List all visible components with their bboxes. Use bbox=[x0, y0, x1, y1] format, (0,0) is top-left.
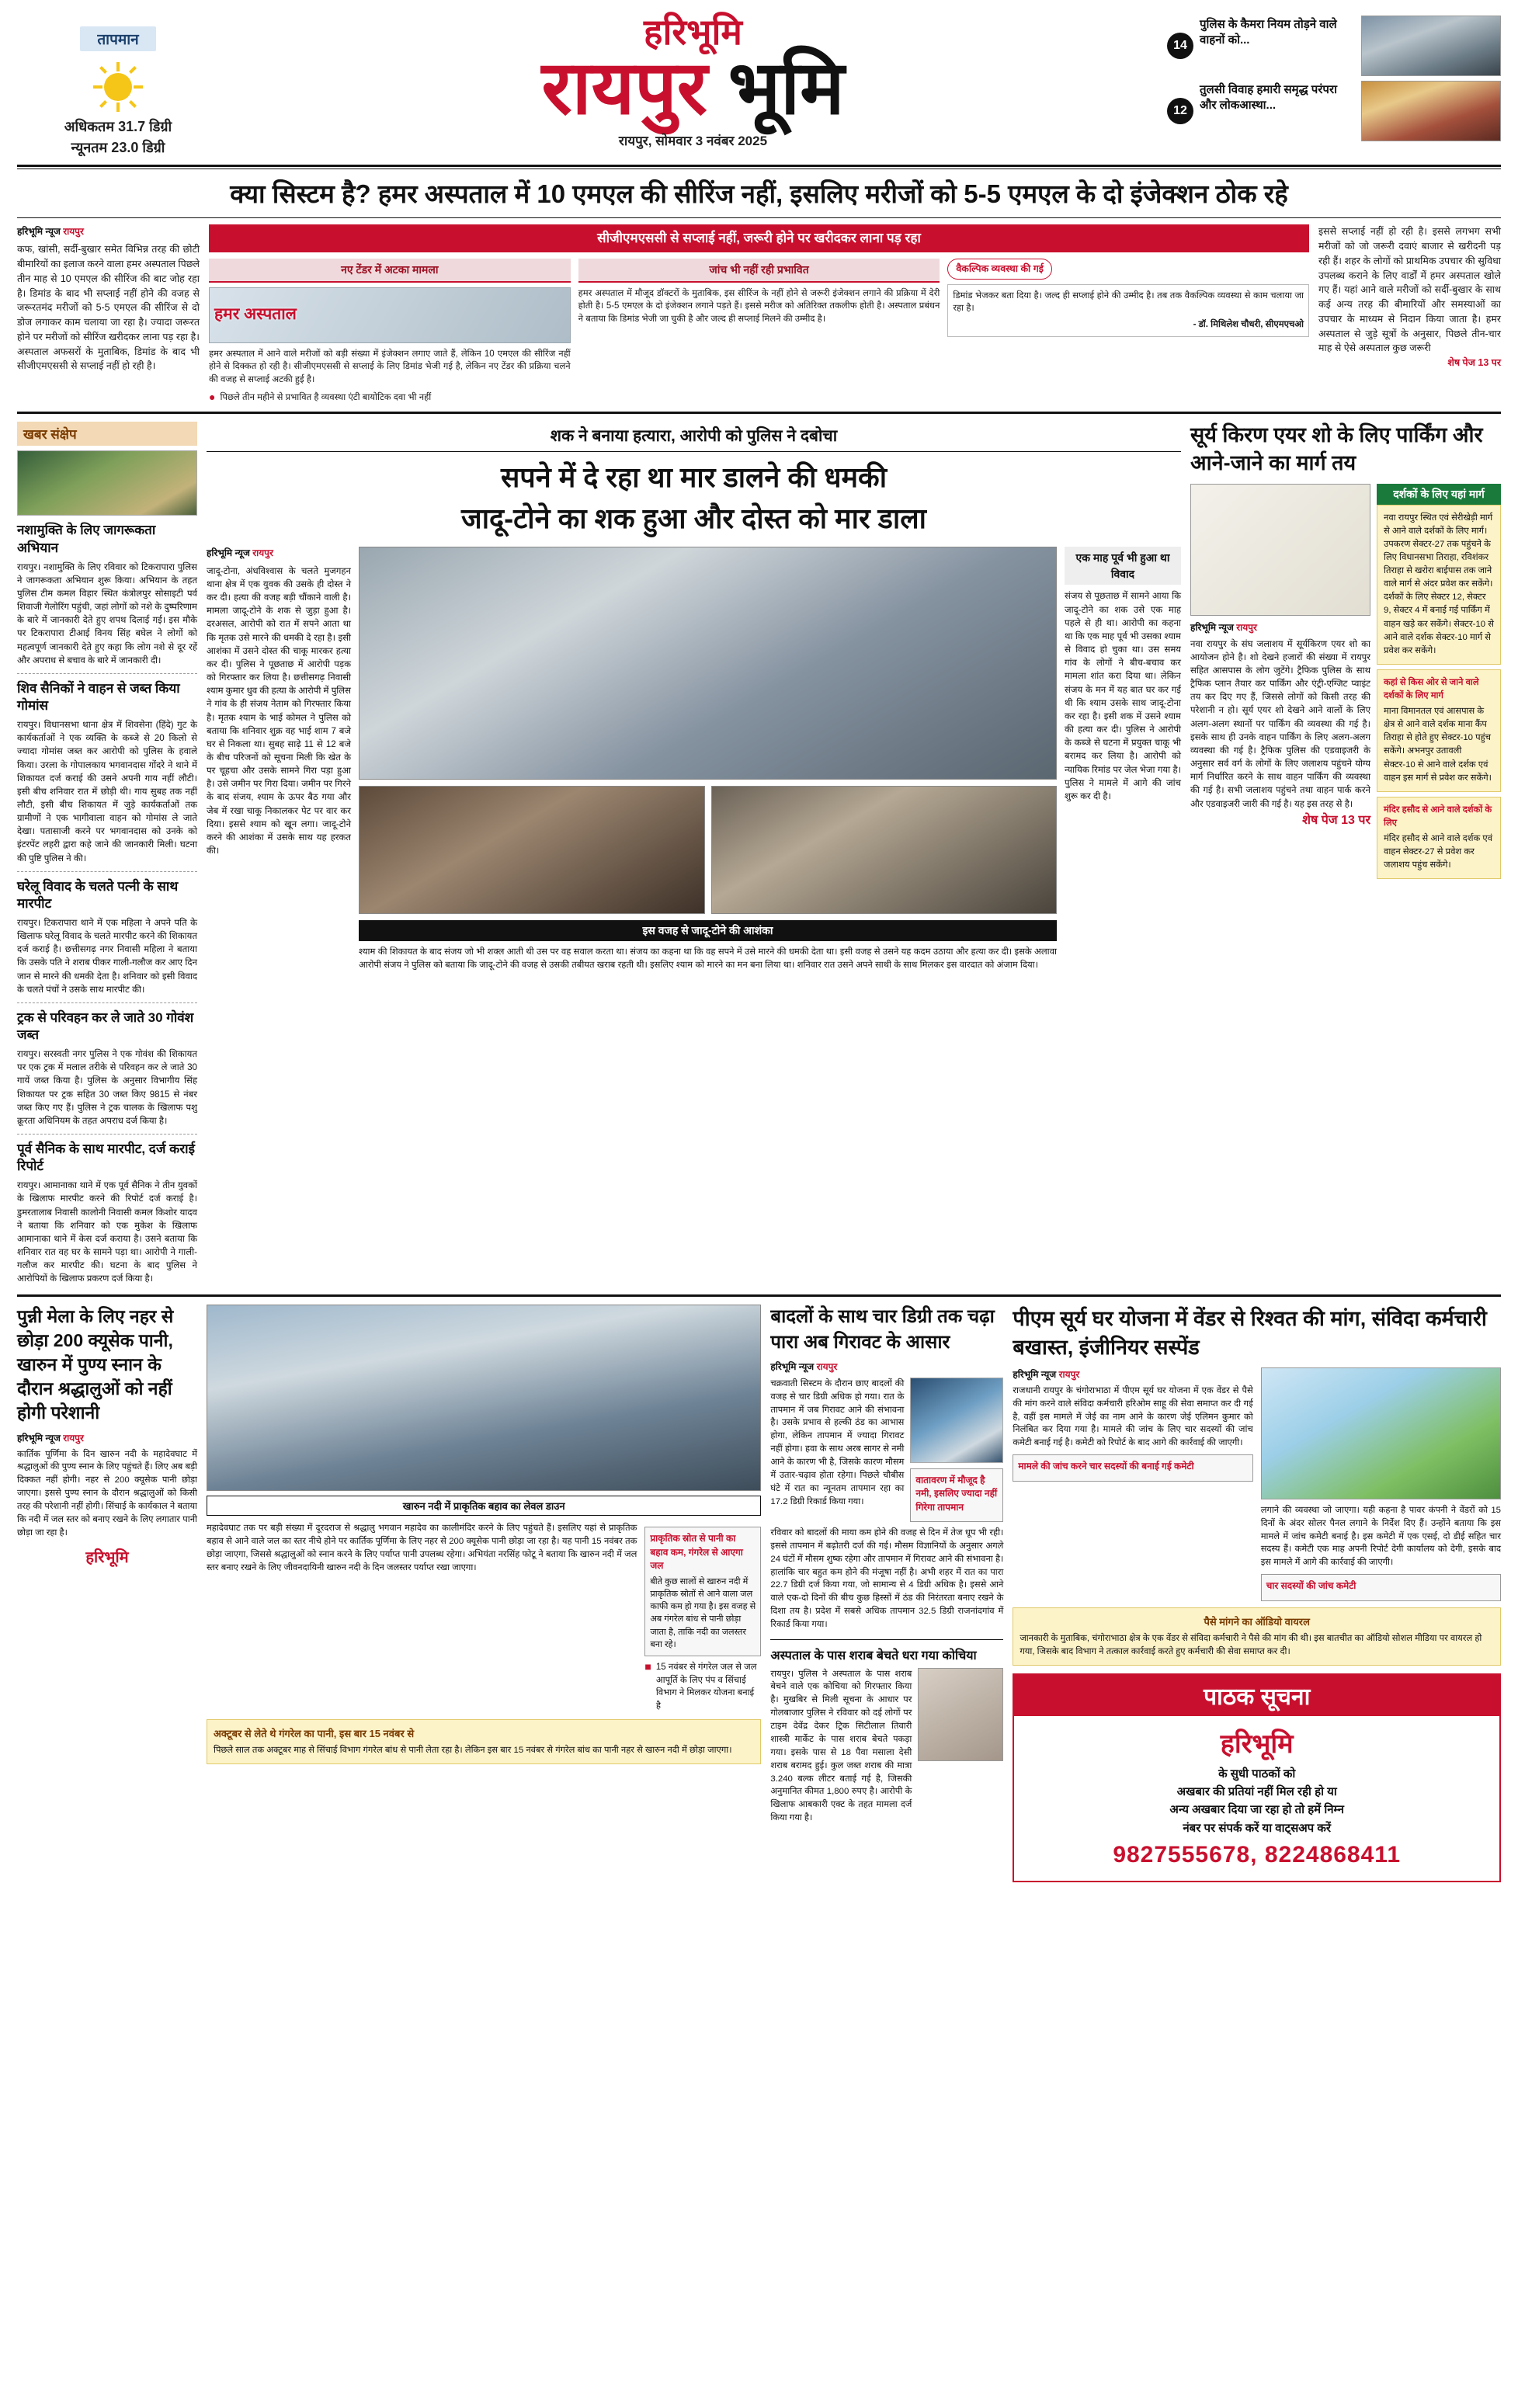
mini-bullet bbox=[209, 391, 571, 405]
route-box-3 bbox=[1377, 797, 1501, 880]
ad-title: पाठक सूचना bbox=[1014, 1675, 1499, 1716]
mini-story-2 bbox=[578, 259, 940, 405]
route-box-body: नवा रायपुर स्थित एवं सेरीखेड़ी मार्ग से आने वाले दर्शकों के लिए मार्ग। उपकरण सेक्टर-27 तक पहुंचने के लिए विधानसभा तिराहा, रविशंकर तिराहा से खरोरा बाईपास तक जाने वाले मार्ग से अंदर प्रवेश कर सकेंगे। दर्शकों के लिए सेक्टर 12, सेक्टर 9, सेक्टर 4 में बनाई गई पार्किंग में वाहन खड़े कर सकेंगे। सेक्टर-10 से आने वाले दर्शक सेक्टर-10 मार्ग से प्रवेश कर सकेंगे। bbox=[1377, 505, 1501, 665]
brief-item bbox=[17, 878, 197, 996]
promo-text: तुलसी विवाह हमारी समृद्ध परंपरा और लोकआस्था... bbox=[1200, 83, 1337, 113]
masthead bbox=[17, 11, 1501, 158]
brief-item bbox=[17, 1141, 197, 1285]
dateline: रायपुर, सोमवार 3 नवंबर 2025 bbox=[618, 133, 768, 148]
byline-name: हरिभूमि न्यूज bbox=[1013, 1368, 1057, 1380]
weather-callout-title: वातावरण में मौजूद है नमी, इसलिए ज्यादा नहीं गिरेगा तापमान bbox=[915, 1474, 998, 1513]
audio-viral-body: जानकारी के मुताबिक, चंगोराभाठा क्षेत्र के एक वेंडर से संविदा कर्मचारी ने पैसे की मांग की थी। इस बातचीत का ऑडियो सोशल मीडिया पर वायरल हो गया, जिसके बाद विभाग ने तत्काल कार्रवाई करते हुए कर्मचारी की सेवा समाप्त कर दी। bbox=[1020, 1634, 1482, 1657]
ad-body bbox=[1014, 1716, 1499, 1881]
solar-sub-2 bbox=[1261, 1574, 1501, 1600]
brief-section-title: खबर संक्षेप bbox=[17, 422, 197, 446]
airshow-map bbox=[1190, 484, 1370, 616]
byline-location: रायपुर bbox=[63, 226, 84, 238]
masthead-divider bbox=[17, 165, 1501, 167]
hospital-photo bbox=[209, 287, 571, 343]
airshow-headline: सूर्य किरण एयर शो के लिए पार्किंग और आने-जाने का मार्ग तय bbox=[1190, 423, 1483, 475]
canal-story bbox=[207, 1305, 761, 1882]
bullet-dot-icon: ■ bbox=[644, 1660, 651, 1673]
accused-photo bbox=[359, 786, 705, 914]
brief-photo bbox=[17, 450, 197, 516]
ad-phone-number[interactable]: 9827555678, 8224868411 bbox=[1113, 1841, 1402, 1868]
photo-pair bbox=[359, 786, 1057, 914]
airshow-body: नवा रायपुर के संघ जलाशय में सूर्यकिरण एयर शो का आयोजन होने है। शो देखने हजारों की संख्या में रायपुर सहित आसपास के लोग जुटेंगे। ट्रैफिक पुलिस के साथ ट्रैफिक प्लान तैयार कर पार्किंग और एंट्री-एग्जिट प्वाइंट तय कर दिए गए हैं, जिससे लोगों को किसी तरह की परेशानी न हो। सूर्य एयर शो देखने आने वालों के लिए अलग-अलग स्थानों पर पार्किंग की व्यवस्था की गई है। इसके साथ ही उनके वाहन पार्किंग के लिए अलग-अलग व्यवस्था की गई है। ट्रैफिक पुलिस की एडवाइजरी के अनुसार सर्व वर्ग के लोगों के लिए जलाशय पहुंचने योग्य मार्ग निर्धारित करने के साथ वाहन पार्किंग की व्यवस्था की गई है। सभी जलाशय पहुंचने तथा वाहन पार्क करने और एडवाइजरी जारी की गई है। यह इस तरह से है। bbox=[1190, 638, 1370, 809]
brief-headline: ट्रक से परिवहन कर ले जाते 30 गोवंश जब्त bbox=[17, 1009, 194, 1042]
lead-middle-column bbox=[209, 224, 1309, 404]
title-block bbox=[227, 11, 1159, 149]
center-story-body bbox=[207, 547, 1181, 971]
right-rail bbox=[1190, 422, 1501, 1285]
brief-body: रायपुर। नशामुक्ति के लिए रविवार को टिकरापारा पुलिस ने जागरूकता अभियान शुरू किया। अभियान के तहत पुलिस टीम कमल विहार स्थित कंत्रोलपुर सोसाइटी पर्व शिवाजी गेलोरिंग पहुंची, जहां लोगों को नशे के दुष्परिणाम के बारे में जानकारी देते हुए शपथ दिलाई गई। इस मौके पर टिकरापारा टीआई विनय सिंह बघेल ने लोगों को महत्वपूर्ण जानकारी देते हुए कहा कि लोग नशे से दूर रहें और अपराध से बचाव के बारे में जानकारी दी। bbox=[17, 561, 197, 665]
route-box-3-title: मंदिर हसौद से आने वाले दर्शकों के लिए bbox=[1384, 804, 1492, 828]
brief-item bbox=[17, 680, 197, 865]
byline-name: हरिभूमि न्यूज bbox=[770, 1360, 815, 1372]
promo-item[interactable] bbox=[1167, 81, 1501, 141]
promo-text: पुलिस के कैमरा नियम तोड़ने वाले वाहनों को... bbox=[1200, 18, 1337, 47]
brief-item bbox=[17, 522, 197, 666]
lead-right-body: इससे सप्लाई नहीं हो रही है। इससे लगभग सभी मरीजों को जो जरूरी दवाएं बाजार से खरीदनी पड़ रही हैं। शहर के लोगों को प्राथमिक उपचार की सुविधा उपलब्ध कराने के लिए वार्डों में हमर अस्पताल खोले गए हैं। यहां आने वाले मरीजों को सर्दी-बुखार के साथ कई अन्य तरह की बीमारियों और समस्याओं का उपचार के माध्यम से निदान किया जाता है। हमर अस्पताल से जुड़े सूत्रों के अनुसार, पिछले तीन-चार माह से ऐसे अस्पताल कुछ जरूरी bbox=[1318, 226, 1501, 354]
route-box-2-body: माना विमानतल एवं आसपास के क्षेत्र से आने वाले दर्शक माना कैंप तिराहा से होते हुए सेक्टर-10 पहुंच सकेंगे। अभनपुर उतावली सेक्टर-10 से आने वाले दर्शक एवं वाहन इस मार्ग से प्रवेश कर सकेंगे। bbox=[1384, 707, 1492, 783]
mini-headline: जांच भी नहीं रही प्रभावित bbox=[578, 259, 940, 283]
weather-story bbox=[770, 1305, 1003, 1882]
brief-body: रायपुर। विधानसभा थाना क्षेत्र में शिवसेना (हिंदे) गुट के कार्यकर्ताओं ने एक व्यक्ति के कब्जे से 20 किलो से ज्यादा गोमांस जब्त कर आरोपी को पुलिस के हवाले किया। उरला के गोपालकाय भगवानदास गोंदरे ने थाने में शिकायत दर्ज कराई की उसने अपनी गाय नहीं लौटी। इसी बीच शनिवार रात में छोड़ी थी। गाय सुबह तक नहीं लौटी, इसी बीच शिकायत में जुड़े कार्यकर्ताओं तक ग्रामीणों ने एक भागीवाला वाहन को गोमांस ले जाते देखा। पतासाजी करने पर भगवानदास को उनके को इंटरपेंट लहरी द्वारा कहे जाने की जानकारी मिली। घटना की पुष्टि पुलिस ने की। bbox=[17, 720, 197, 863]
solar-body-1: राजधानी रायपुर के चंगोराभाठा में पीएम सूर्य घर योजना में एक वेंडर से पैसे की मांग करने वाले संविदा कर्मचारी हरिओम साहू की सेवा समाप्त कर दी गई है, वहीं इस मामले में जेई का नाम आने के कारण जेई एलिमन कुमार को निलंबित कर दिया गया है। मामले की जांच के लिए चार सदस्यों की जांच कमेटी बनाई गई है। कमेटी को रिपोर्ट के बाद आगे की कार्रवाई की जाएगी। bbox=[1013, 1385, 1253, 1448]
quote-body: डिमांड भेजकर बता दिया है। जल्द ही सप्लाई होने की उम्मीद है। तब तक वैकल्पिक व्यवस्था से काम चलाया जा रहा है। bbox=[953, 290, 1304, 314]
reader-notice-ad[interactable] bbox=[1013, 1673, 1501, 1882]
canal-footer-body: पिछले साल तक अक्टूबर माह से सिंचाई विभाग गंगरेल बांध से पानी लेता रहा है। लेकिन इस बार 15 नवंबर से गंगरेल बांध का पानी नहर से खारुन नदी में छोड़ा जाएगा। bbox=[214, 1746, 732, 1756]
solar-headline: पीएम सूर्य घर योजना में वेंडर से रिश्वत की मांग, संविदा कर्मचारी बखास्त, इंजीनियर सस्पेंड bbox=[1013, 1307, 1487, 1359]
route-box-2 bbox=[1377, 669, 1501, 792]
solar-sub-1-title: मामले की जांच करने चार सदस्यों की बनाई गई कमेटी bbox=[1018, 1461, 1194, 1472]
brand-name-main bbox=[227, 47, 1159, 130]
byline-location: रायपुर bbox=[1236, 621, 1257, 633]
solar-panel-photo bbox=[1261, 1367, 1501, 1499]
weather-body-2: रविवार को बादलों की माया कम होने की वजह से दिन में तेज धूप भी रही। इससे तापमान में बढ़ोतरी दर्ज की गई। मौसम विज्ञानियों के अनुसार अगले 24 घंटों में मौसम शुष्क रहेगा और तापमान में गिरावट आने की संभावना है। हालांकि चार बहुत कम होने की मंजूषा नहीं है। अभी शहर में रात का पारा 22.7 डिग्री दर्ज किया गया, जो सामान्य से 4 डिग्री अधिक है। इससे आने वाले एक-दो दिनों की बीच कुछ हिस्सों में ठंड की निरंतरता बनाए रखने के दिशा तय है। प्रदेश में सबसे अधिक तापमान 32.5 डिग्री राजनांदगांव में रिकार्ड किया गया। bbox=[770, 1527, 1004, 1630]
ad-line-2: अखबार की प्रतियां नहीं मिल रही हो या bbox=[1176, 1785, 1337, 1799]
divider bbox=[770, 1639, 1003, 1640]
canal-body-1: कार्तिक पूर्णिमा के दिन खारुन नदी के महादेवघाट में श्रद्धालुओं की पुण्य स्नान के लिए पहुंचते हैं। लिए अब बड़ी दिक्कत नहीं होगी। नहर से 200 क्यूसेक पानी छोड़ा जाएगा। इससे पुण्य स्नान के दौरान श्रद्धालुओं को किसी तरह की परेशानी नहीं होगी। सिंचाई के कार्यकाल ने बताया कि नदी में जल स्तर को बनाए रखने के लिए लगातार पानी छोड़ा जा रहा है। bbox=[17, 1449, 197, 1538]
canal-bullet bbox=[644, 1661, 761, 1713]
liquor-headline: अस्पताल के पास शराब बेचते धरा गया कोचिया bbox=[770, 1649, 977, 1663]
brand-word-2: भूमि bbox=[728, 47, 845, 130]
lead-story bbox=[17, 217, 1501, 414]
byline-name: हरिभूमि न्यूज bbox=[17, 1432, 61, 1444]
brief-body: रायपुर। आमानाका थाने में एक पूर्व सैनिक ने तीन युवकों के खिलाफ मारपीट करने की रिपोर्ट दर्ज कराई है। डुमरतालाब निवासी कालोनी निवासी कमल किशोर यादव ने बताया कि शनिवार को एक मुकेश के खिलाफ आमानाका थाने में केस दर्ज कराया है। उसने बताया कि शनिवार रात वह घर के सामने पड़ा था। आरोपी ने गाली-गलौज कर मारपीट की। घटना के बाद पुलिस ने आरोपियों के खिलाफ प्रकरण दर्ज किया है। bbox=[17, 1180, 197, 1284]
temperature-widget bbox=[17, 11, 219, 158]
route-box-2-title: कहां से किस ओर से जाने वाले दर्शकों के लिए मार्ग bbox=[1384, 677, 1479, 700]
center-column-side bbox=[1065, 547, 1181, 971]
byline bbox=[207, 547, 351, 561]
main-content-grid bbox=[17, 422, 1501, 1285]
promo-image bbox=[1361, 81, 1501, 141]
byline bbox=[1013, 1367, 1252, 1381]
promo-column bbox=[1167, 11, 1501, 141]
side-note-body: संजय से पूछताछ में सामने आया कि जादू-टोने का शक उसे एक माह पहले से ही था। आरोपी का कहना था कि एक माह पूर्व भी उसका श्याम से विवाद हो चुका था। उस समय गांव के लोगों ने बीच-बचाव कर मामला शांत करा दिया था। लेकिन संजय के मन में यह बात घर कर गई थी कि श्याम उसके साथ जादू-टोना कर रहा है। इसी शक में उसने श्याम की हत्या कर दी। पुलिस ने आरोपी के कब्जे से घटना में प्रयुक्त चाकू भी बरामद कर लिया है। आरोपी को न्यायिक रिमांड पर जेल भेजा गया है। पुलिस ने मामले में आगे की जांच शुरू कर दी है। bbox=[1065, 591, 1181, 801]
route-box-3-body: मंदिर हसौद से आने वाले दर्शक एवं वाहन सेक्टर-27 से प्रवेश कर जलाशय पहुंच सकेंगे। bbox=[1384, 833, 1493, 870]
temperature-max: अधिकतम 31.7 डिग्री bbox=[64, 119, 172, 134]
quote-headline: वैकल्पिक व्यवस्था की गई bbox=[947, 259, 1052, 280]
river-photo bbox=[207, 1305, 761, 1491]
ad-line-3: अन्य अखबार दिया जा रहा हो तो हमें निम्न bbox=[1169, 1803, 1344, 1817]
river-photo-caption: खारुन नदी में प्राकृतिक बहाव का लेवल डाउन bbox=[207, 1496, 761, 1516]
solar-story bbox=[1013, 1305, 1501, 1882]
byline-location: रायपुर bbox=[1058, 1368, 1080, 1380]
lead-left-column bbox=[17, 224, 200, 404]
handcuff-photo bbox=[918, 1668, 1003, 1761]
canal-headline-left: पुन्नी मेला के लिए नहर से छोड़ा 200 क्यूसेक पानी, खारुन में पुण्य स्नान के दौरान श्रद्धालुओं को नहीं होगी परेशानी bbox=[17, 1306, 174, 1423]
lead-left-body: कफ, खांसी, सर्दी-बुखार समेत विभिन्न तरह की छोटी बीमारियों का इलाज करने वाला हमर अस्पताल पिछले तीन माह से 10 एमएल की सीरिंज की बाट जोह रहा है। डिमांड के बाद भी सप्लाई नहीं होने की वजह से जरूरतमंद मरीजों को 5-5 एमएल की सीरिंज से दो डोज लगाकर काम चलाया जा रहा है। ज्यादा जरूरत होने पर मरीजों को सीरिंज खरीदकर लाना पड़ रहा है। अस्पताल अफसरों के मुताबिक, डिमांड के बाद भी सीजीएमएससी से सप्लाई नहीं हो रही है। bbox=[17, 244, 200, 372]
center-story bbox=[207, 422, 1181, 1285]
byline-location: रायपुर bbox=[816, 1360, 838, 1372]
byline-name: हरिभूमि न्यूज bbox=[17, 226, 61, 238]
cloud-photo bbox=[910, 1378, 1003, 1463]
continued-link[interactable]: शेष पेज 13 पर bbox=[1447, 357, 1501, 368]
quote-attribution: - डॉ. मिथिलेश चौधरी, सीएमएचओ bbox=[1193, 319, 1304, 329]
lead-mini-grid bbox=[209, 259, 1309, 405]
lead-headline: क्या सिस्टम है? हमर अस्पताल में 10 एमएल की सीरिंज नहीं, इसलिए मरीजों को 5-5 एमएल के दो इंजेक्शन ठोक रहे bbox=[230, 179, 1288, 208]
audio-viral-title: पैसे मांगने का ऑडियो वायरल bbox=[1204, 1615, 1310, 1628]
brief-headline: शिव सैनिकों ने वाहन से जब्त किया गोमांस bbox=[17, 680, 180, 713]
brand-name-small: हरिभूमि bbox=[644, 12, 742, 52]
byline-location: रायपुर bbox=[252, 547, 273, 559]
brief-item bbox=[17, 1009, 197, 1128]
lower-left-rail bbox=[17, 1305, 197, 1882]
bullet-dot-icon: ● bbox=[209, 390, 216, 403]
side-note-headline: एक माह पूर्व भी हुआ था विवाद bbox=[1065, 547, 1181, 585]
canal-callout-title: प्राकृतिक स्रोत से पानी का बहाव कम, गंगरेल से आएगा जल bbox=[650, 1533, 743, 1572]
left-rail bbox=[17, 422, 197, 1285]
canal-body-2: महादेवघाट तक पर बड़ी संख्या में दूरदराज से श्रद्धालु भगवान महादेव का कालीमंदिर करने के लिए पहुंचते हैं। इसलिए यहां से प्राकृतिक बहाव से आने वाले जल का स्तर नीचे होने पर कार्तिक पूर्णिमा के लिए नहर से 200 क्यूसेक पानी छोड़ा जा रहा है। यह पानी 15 नवंबर तक छोड़ा जाएगा, जिससे श्रद्धालुओं को स्नान करने के लिए पर्याप्त पानी उपलब्ध रहेगा। अभियंता नरसिंह फोटू ने बताया कि खारुन नदी में जल स्तर बनाए रखने के लिए जीवनदायिनी खारुन नदी के दिन जलस्तर पर्याप्त रखा जाएगा। bbox=[207, 1524, 637, 1573]
center-body-1: जादू-टोना, अंधविश्वास के चलते मुजगहन थाना क्षेत्र में एक युवक की उसके ही दोस्त ने कर दी। हत्या की वजह बड़ी चौंकाने वाली है। मामला जादू-टोने के शक से जुड़ा हुआ है। दरअसल, आरोपी को रात में सपने आता था कि मृतक उसे मारने की धमकी दे रहा है। इसी आशंका में उसने दोस्त की चाकू मारकर हत्या कर दी। पुलिस ने पूछताछ में आरोपी पड़क को गिरफ्तार कर लिया है। छत्तीसगढ़ निवासी श्याम कुमार धुव की हत्या के आरोपी में पुलिस ने गांव के ही संजय नेताम को गिरफ्तार किया है। मृतक श्याम के भाई कोमल ने पुलिस को बताया कि शनिवार शुक्र वह भाई शाम 7 बजे घर से निकला था। सुबह साढ़े 11 से 12 बजे के बीच परिजनों को सूचना मिली कि खेत के पर चूहचा और उसके सामने गिरा पड़ा हुआ है। उसे जमीन पर गिरा दिया। जमीन पर गिरने के बाद संजय, श्याम के ऊपर बैठ गया और जेब में रखा चाकू निकालकर पेट पर वार कर दिया। इससे श्याम को खून लगा। जादू-टोने करने की आशंका में उसके साथ यह हरकत की। bbox=[207, 565, 351, 857]
audio-viral-box bbox=[1013, 1607, 1501, 1666]
haribhoomi-watermark: हरिभूमि bbox=[85, 1548, 129, 1566]
weather-headline: बादलों के साथ चार डिग्री तक चढ़ा पारा अब गिरावट के आसार bbox=[770, 1306, 995, 1353]
brief-body: रायपुर। टिकरापारा थाने में एक महिला ने अपने पति के खिलाफ घरेलू विवाद के चलते मारपीट करने की शिकायत दर्ज कराई है। छत्तीसगढ़ नगर निवासी महिला ने बताया कि उसके पति ने शराब पीकर गाली-गलौज कर आए दिन जान से मारने की धमकी देता है। शनिवार को इसी विवाद के चलते पंचों ने उसके साथ मारपीट की। bbox=[17, 917, 197, 995]
divider bbox=[17, 871, 197, 872]
center-headline-1: सपने में दे रहा था मार डालने की धमकी bbox=[500, 461, 888, 494]
mini-bullet-text: पिछले तीन महीने से प्रभावित है व्यवस्था एंटी बायोटिक दवा भी नहीं bbox=[220, 392, 432, 402]
canal-footer-title: अक्टूबर से लेते थे गंगरेल का पानी, इस बार 15 नवंबर से bbox=[214, 1727, 415, 1739]
liquor-body: रायपुर। पुलिस ने अस्पताल के पास शराब बेचने वाले एक कोचिया को गिरफ्तार किया है। मुखबिर से मिली सूचना के आधार पर गोलबाजार पुलिस ने रविवार को दई लोगों पर टाइम देवेंद्र देकर ट्रिक सिटीलाल तिवारी शास्त्री मार्केट के पास शराब बेचते पकड़ा गया। इसके पास से 18 पैवा मसाला देसी शराब बरामद हुई। कुल जब्त शराब की मात्रा 3.240 बल्क लीटर बताई गई है, जिसकी अनुमानित कीमत 1,800 रुपए है। आरोपी के खिलाफ आबकारी एक्ट के तहत मामला दर्ज किया गया है। bbox=[770, 1669, 912, 1823]
byline-name: हरिभूमि न्यूज bbox=[207, 547, 250, 559]
continued-link[interactable]: शेष पेज 13 पर bbox=[1302, 813, 1370, 827]
page-badge: 12 bbox=[1167, 98, 1193, 124]
ad-brand: हरिभूमि bbox=[1220, 1729, 1294, 1760]
victim-photo bbox=[711, 786, 1058, 914]
lead-subhead-strip: सीजीएमएससी से सप्लाई नहीं, जरूरी होने पर खरीदकर लाना पड़ रहा bbox=[209, 224, 1309, 252]
divider bbox=[17, 673, 197, 674]
divider bbox=[17, 1002, 197, 1003]
route-box-title: दर्शकों के लिए यहां मार्ग bbox=[1377, 484, 1501, 505]
solar-body-2: लगाने की व्यवस्था जो जाएगा। यही कहना है पावर कंपनी ने वेंडरों को 15 दिनों के अंदर सोलर पैनल लगाने के निर्देश दिए हैं। उन्होंने बताया कि इस मामले में जांच कमेटी बनाई है। इस कमेटी में एक एसई, दो डीई सहित चार सदस्य हैं। कमेटी एक माह अपनी रिपोर्ट देगी कार्यालय को देगी, इसके बाद इस मामले में आगे की कार्रवाई की जाएगी। bbox=[1260, 1505, 1502, 1568]
center-kicker: शक ने बनाया हत्यारा, आरोपी को पुलिस ने दबोचा bbox=[207, 422, 1181, 452]
canal-callout bbox=[644, 1527, 761, 1656]
canal-footer-box bbox=[207, 1719, 761, 1765]
byline bbox=[1190, 620, 1370, 634]
promo-image bbox=[1361, 16, 1501, 76]
photo-caption-strip: इस वजह से जादू-टोने की आशंका bbox=[359, 920, 1057, 941]
mini-story-1 bbox=[209, 259, 571, 405]
sun-icon bbox=[93, 62, 143, 112]
divider bbox=[17, 1134, 197, 1135]
weather-body-1: चक्रवाती सिस्टम के दौरान छाए बादलों की वजह से चार डिग्री अधिक हो गया। रात के तापमान में जब गिरावट आने की संभावना है। उसके प्रभाव से हल्की ठंड का आभास होगा, लेकिन तापमान में ज्यादा गिरावट नहीं होगा। हवा के साथ अरब सागर से नमी आने के कारण भी है, जिसके कारण मौसम में उतार-चढ़ाव होता रहेगा। पिछले चौबीस घंटे में रात का न्यूनतम तापमान रहा का 17.2 डिग्री रिकार्ड किया गया। bbox=[770, 1378, 905, 1506]
crime-scene-photo bbox=[359, 547, 1057, 780]
center-photo-group bbox=[359, 547, 1057, 971]
solar-sub-1 bbox=[1013, 1454, 1252, 1481]
brief-headline: घरेलू विवाद के चलते पत्नी के साथ मारपीट bbox=[17, 878, 179, 911]
byline bbox=[770, 1360, 1003, 1373]
canal-bullet-text: 15 नवंबर से गंगरेल जल से जल आपूर्ति के लिए पंप व सिंचाई विभाग ने मिलकर योजना बनाई है bbox=[655, 1663, 757, 1711]
page-badge: 14 bbox=[1167, 33, 1193, 59]
canal-callout-body: बीते कुछ सालों से खारुन नदी में प्राकृतिक स्रोतों से आने वाला जल काफी कम हो गया है। इस वजह से अब गंगरेल बांध से पानी छोड़ा जाता है, ताकि नदी का जलस्तर बना रहे। bbox=[650, 1576, 756, 1649]
quote-box bbox=[947, 284, 1309, 337]
byline-location: रायपुर bbox=[63, 1432, 84, 1444]
brief-headline: पूर्व सैनिक के साथ मारपीट, दर्ज कराई रिपोर्ट bbox=[17, 1141, 195, 1174]
center-column-1 bbox=[207, 547, 351, 971]
solar-sub-2-title: चार सदस्यों की जांच कमेटी bbox=[1266, 1580, 1356, 1592]
brand-word-1: रायपुर bbox=[541, 47, 708, 130]
mini-story-3 bbox=[947, 259, 1309, 405]
hospital-photo-caption: हमर अस्पताल bbox=[214, 304, 297, 323]
brief-headline: नशामुक्ति के लिए जागरूकता अभियान bbox=[17, 523, 156, 555]
mini-body: हमर अस्पताल में आने वाले मरीजों को बड़ी संख्या में इंजेक्शन लगाए जाते हैं, लेकिन 10 एमएल की सीरिंज नहीं होने से दिक्कत हो रही है। सीजीएमएससी से सप्लाई के लिए डिमांड भेजी गई है, लेकिन नए टेंडर की प्रक्रिया चलने की वजह से सप्लाई अटकी हुई है। bbox=[209, 349, 571, 385]
mini-body: हमर अस्पताल में मौजूद डॉक्टरों के मुताबिक, इस सीरिंज के नहीं होने से जरूरी इंजेक्शन लगाने की प्रक्रिया में देरी होती है। 5-5 एमएल के दो इंजेक्शन लगाने पड़ते हैं। इससे मरीज को अतिरिक्त तकलीफ होती है। अस्पताल प्रबंधन ने बताया कि डिमांड भेजी जा चुकी है और जल्द ही सप्लाई मिलने की उम्मीद है। bbox=[578, 288, 940, 325]
byline-name: हरिभूमि न्यूज bbox=[1190, 621, 1234, 633]
byline bbox=[17, 1431, 197, 1444]
temperature-label: तापमान bbox=[80, 26, 155, 51]
temperature-min: न्यूनतम 23.0 डिग्री bbox=[71, 140, 165, 155]
lead-right-column bbox=[1318, 224, 1501, 404]
brief-body: रायपुर। सरस्वती नगर पुलिस ने एक गोवंश की शिकायत पर एक ट्रक में मलाल तरीके से परिवहन कर ले जाते 30 गायें जब्त किया है। पुलिस के अनुसार विभागीय सिंह शिकायत पर ट्रक सहित 30 जब्त किए 9815 से नंबर जब्त किए गए हैं। पुलिस ने ट्रक चालक के खिलाफ पशु क्रूरता अधिनियम के तहत अपराध दर्ज किया है। bbox=[17, 1049, 197, 1126]
ad-line-4: नंबर पर संपर्क करें या वाट्सअप करें bbox=[1183, 1821, 1332, 1835]
photo-caption-body: श्याम की शिकायत के बाद संजय जो भी शक्ल आती थी उस पर वह सवाल करता था। संजय का कहना था कि वह सपने में उसे मारने की धमकी देता था। इसी वजह से उसने यह कदम उठाया और हत्या कर दी। इसके अलावा आरोपी संजय ने पुलिस को बताया कि जादू-टोने की वजह से उसकी तबीयत खराब रहती थी। इसलिए श्याम को मारने का मन बना लिया था। शनिवार रात उसने अपने साथी के साथ मिलकर इस वारदात को अंजाम दिया। bbox=[359, 947, 1057, 970]
lower-section bbox=[17, 1294, 1501, 1882]
weather-callout bbox=[910, 1468, 1003, 1522]
ad-line-1: के सुधी पाठकों को bbox=[1218, 1767, 1296, 1781]
center-headline-2: जादू-टोने का शक हुआ और दोस्त को मार डाला bbox=[461, 502, 926, 535]
promo-item[interactable] bbox=[1167, 16, 1501, 76]
byline bbox=[17, 224, 200, 238]
mini-headline: नए टेंडर में अटका मामला bbox=[209, 259, 571, 283]
